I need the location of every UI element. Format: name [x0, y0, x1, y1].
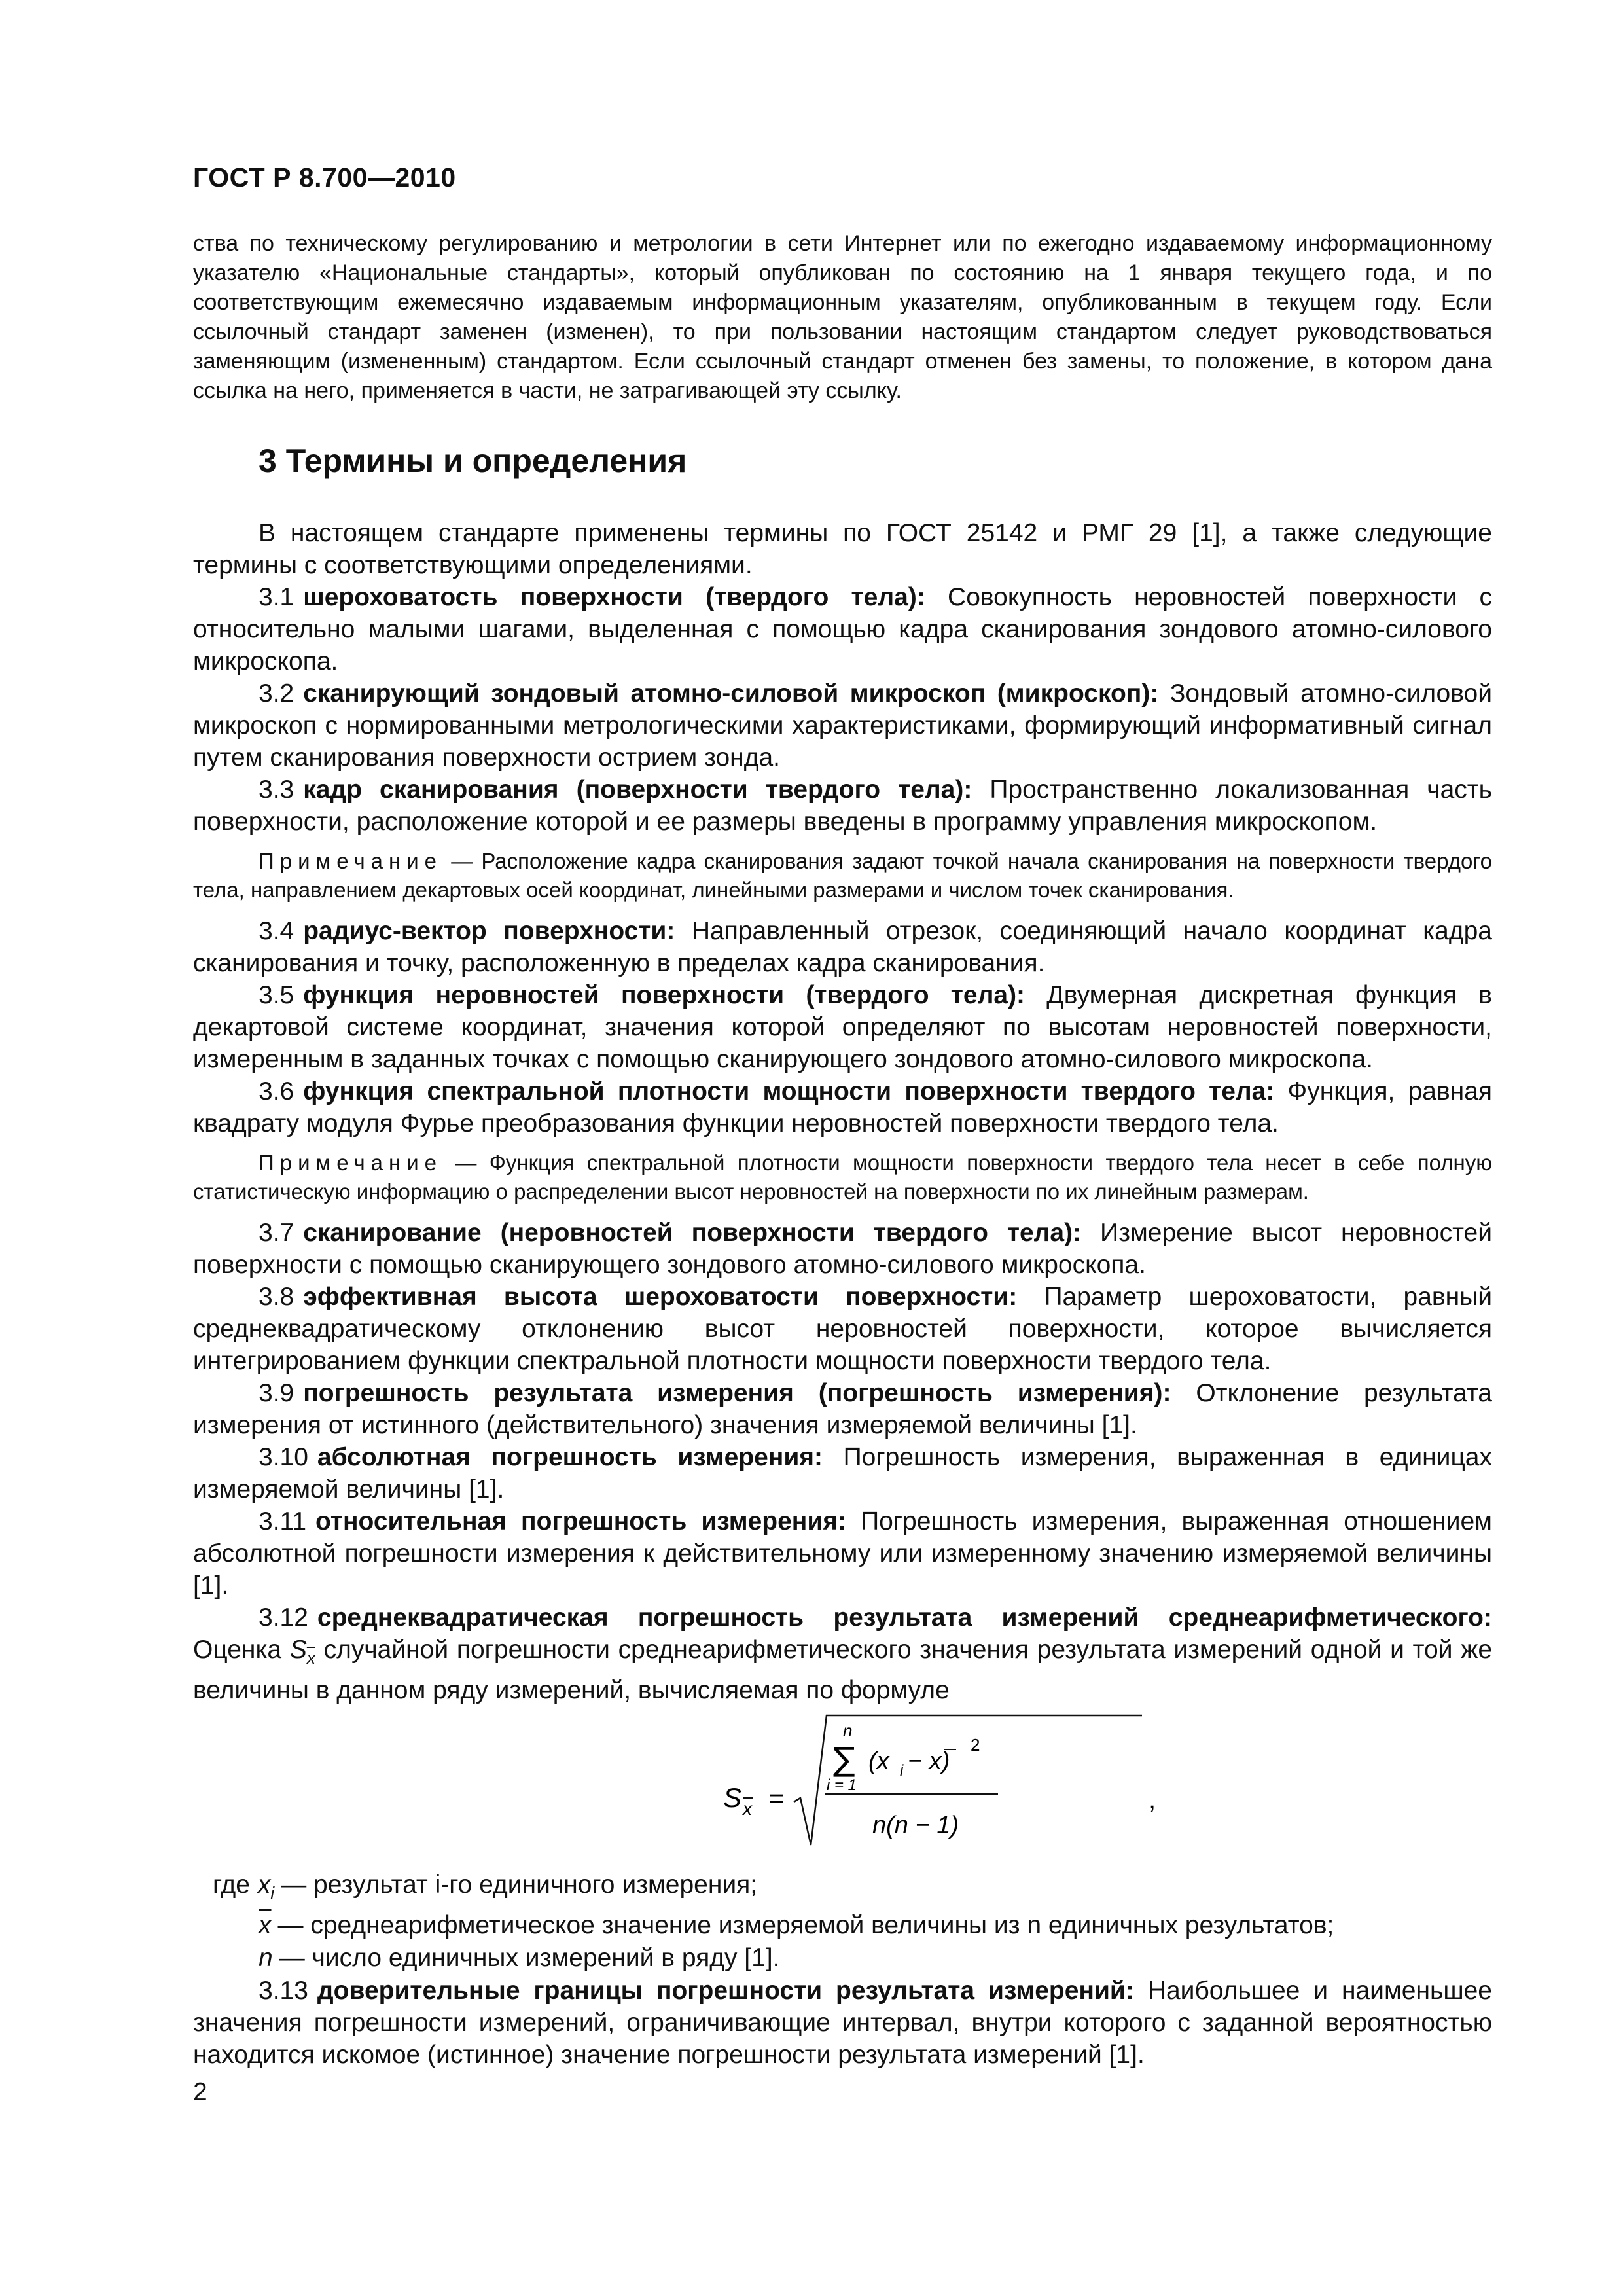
term-definition: Измерение высот неровностей поверхности с помощью сканирующего зондового атомно-силового микроскопа.	[193, 1219, 1492, 1279]
term-definition: Наибольшее и наименьшее значения погрешности измерений, ограничивающие интервал, внутри которого с заданной вероятностью находится искомое (истинное) значение погрешности результата измерений [1].	[193, 1976, 1492, 2069]
where-symbol: n	[259, 1943, 273, 1972]
note-label: Примечание	[259, 849, 443, 873]
term-definition: Совокупность неровностей поверхности с относительно малыми шагами, выделенная с помощью кадра сканирования зондового атомно-силового микроскопа.	[193, 583, 1492, 675]
where-row	[193, 1909, 1492, 1942]
term-number: 3.11	[259, 1507, 307, 1535]
term-number: 3.10	[259, 1443, 308, 1471]
term-3-12	[193, 1602, 1492, 1706]
term-3-1	[193, 581, 1492, 677]
formula-sum-lower: i = 1	[827, 1776, 857, 1794]
term-name: сканирующий зондовый атомно-силовой микроскоп (микроскоп):	[303, 679, 1159, 708]
formula-exponent: 2	[971, 1734, 980, 1755]
term-number: 3.9	[259, 1379, 294, 1407]
term-number: 3.2	[259, 679, 294, 708]
term-3-2	[193, 677, 1492, 774]
term-3-10	[193, 1441, 1492, 1505]
formula-block	[193, 1710, 1492, 1867]
term-name: эффективная высота шероховатости поверхности:	[303, 1283, 1018, 1311]
where-text: — результат i-го единичного измерения;	[281, 1870, 758, 1899]
term-3-7	[193, 1217, 1492, 1281]
term-number: 3.1	[259, 583, 294, 611]
intro-paragraph	[193, 229, 1492, 406]
term-name: среднеквадратическая погрешность результата измерений среднеарифметического:	[317, 1604, 1492, 1632]
term-definition: Направленный отрезок, соединяющий начало координат кадра сканирования и точку, расположенную в пределах кадра сканирования.	[193, 917, 1492, 977]
term-3-9	[193, 1377, 1492, 1441]
formula-svg	[723, 1710, 1181, 1867]
term-definition: случайной погрешности среднеарифметического значения результата измерений одной и той же величины в данном ряду измерений, вычисляемая по формуле	[193, 1636, 1493, 1704]
term-3-11	[193, 1505, 1492, 1602]
note-text: — Расположение кадра сканирования задают точкой начала сканирования на поверхности твердого тела, направлением декартовых осей координат, линейными размерами и числом точек сканирования.	[193, 849, 1492, 902]
section-body	[193, 517, 1492, 2071]
where-symbol: $\overline{x}$	[259, 1910, 272, 1939]
term-number: 3.12	[259, 1604, 308, 1632]
term-definition: Пространственно локализованная часть поверхности, расположение которой и ее размеры введены в программу управления микроскопом.	[193, 776, 1492, 836]
term-number: 3.6	[259, 1077, 294, 1105]
where-row	[193, 1942, 1492, 1975]
formula-numerator: (x	[868, 1747, 889, 1775]
term-name: функция неровностей поверхности (твердого тела):	[303, 981, 1026, 1009]
where-symbol-sub: i	[270, 1882, 275, 1903]
term-definition: Погрешность измерения, выраженная в единицах измеряемой величины [1].	[193, 1443, 1492, 1503]
where-text: — среднеарифметическое значение измеряемой величины из n единичных результатов;	[277, 1910, 1334, 1939]
term-number: 3.8	[259, 1283, 294, 1311]
intro-text: ства по техническому регулированию и метрологии в сети Интернет или по ежегодно издаваемому информационному указателю «Национальные стандарты», который опубликован по состоянию на 1 января текущего года, и по соответствующим ежемесячно издаваемым информационным указателям, опубликованным в текущем году. Если ссылочный стандарт заменен (изменен), то при пользовании настоящим стандартом следует руководствоваться заменяющим (измененным) стандартом. Если ссылочный стандарт отменен без замены, то положение, в котором дана ссылка на него, применяется в части, не затрагивающей эту ссылку.	[193, 231, 1492, 403]
note-label: Примечание	[259, 1151, 443, 1175]
where-lead: где	[213, 1870, 250, 1899]
term-number: 3.13	[259, 1976, 308, 2005]
where-row	[193, 1869, 1492, 1909]
symbol-s-xbar	[289, 1636, 315, 1668]
term-3-6	[193, 1075, 1492, 1139]
formula-lhs: S	[723, 1782, 742, 1813]
term-definition: Отклонение результата измерения от истинного (действительного) значения измеряемой величины [1].	[193, 1379, 1492, 1439]
term-name: шероховатость поверхности (твердого тела):	[303, 583, 925, 611]
term-number: 3.5	[259, 981, 294, 1009]
term-definition-start: Оценка	[193, 1636, 282, 1664]
term-definition: Параметр шероховатости, равный среднеквадратическому отклонению высот неровностей поверхности, которое вычисляется интегрированием функции спектральной плотности мощности поверхности твердого тела.	[193, 1283, 1492, 1375]
section-title: 3 Термины и определения	[259, 442, 687, 479]
note-text: — Функция спектральной плотности мощности поверхности твердого тела несет в себе полную статистическую информацию о распределении высот неровностей на поверхности по их линейным размерам.	[193, 1151, 1493, 1204]
term-name: радиус-вектор поверхности:	[303, 917, 675, 945]
term-name: функция спектральной плотности мощности поверхности твердого тела:	[303, 1077, 1275, 1105]
formula-trailing-comma: ,	[1149, 1785, 1156, 1814]
formula-lhs-sub: x	[743, 1798, 752, 1819]
term-3-13	[193, 1975, 1492, 2071]
sigma-icon: ∑	[833, 1740, 855, 1778]
term-name: кадр сканирования (поверхности твердого тела):	[303, 776, 972, 804]
formula-sum-upper: n	[843, 1720, 853, 1740]
formula-equals: =	[769, 1784, 785, 1813]
term-definition: Функция, равная квадрату модуля Фурье преобразования функции неровностей поверхности твердого тела.	[193, 1077, 1493, 1138]
where-symbol-char: x	[257, 1870, 271, 1899]
term-name: погрешность результата измерения (погрешность измерения):	[303, 1379, 1171, 1407]
lead-paragraph: В настоящем стандарте применены термины по ГОСТ 25142 и РМГ 29 [1], а также следующие термины с соответствующими определениями.	[193, 519, 1492, 579]
where-symbol	[258, 1869, 274, 1909]
document-header: ГОСТ Р 8.700—2010	[193, 162, 456, 192]
term-definition: Зондовый атомно-силовой микроскоп с нормированными метрологическими характеристиками, формирующий информативный сигнал путем сканирования поверхности острием зонда.	[193, 679, 1492, 772]
term-definition: Погрешность измерения, выраженная отношением абсолютной погрешности измерения к действительному или измеренному значению измеряемой величины [1].	[193, 1507, 1492, 1600]
term-3-5	[193, 979, 1492, 1075]
term-definition: Двумерная дискретная функция в декартовой системе координат, значения которой определяют по высотам неровностей поверхности, измеренным в заданных точках с помощью сканирующего зондового атомно-силового микроскопа.	[193, 981, 1492, 1073]
term-number: 3.3	[259, 776, 294, 804]
where-block	[193, 1869, 1492, 1975]
formula-numerator-sub: i	[900, 1761, 904, 1780]
term-3-4	[193, 915, 1492, 979]
term-3-3	[193, 774, 1492, 838]
term-name: сканирование (неровностей поверхности твердого тела):	[303, 1219, 1082, 1247]
term-3-8	[193, 1281, 1492, 1377]
term-number: 3.7	[259, 1219, 294, 1247]
term-number: 3.4	[259, 917, 294, 945]
symbol-xbar-sub: x	[306, 1647, 315, 1668]
term-name: доверительные границы погрешности результата измерений:	[317, 1976, 1134, 2005]
term-name: относительная погрешность измерения:	[315, 1507, 847, 1535]
page-number: 2	[193, 2078, 207, 2106]
note-2	[193, 1149, 1492, 1206]
symbol-s: S	[289, 1636, 307, 1664]
formula-numerator-rest: − x)	[908, 1747, 950, 1775]
note-1	[193, 847, 1492, 905]
where-text: — число единичных измерений в ряду [1].	[279, 1943, 780, 1972]
term-name: абсолютная погрешность измерения:	[317, 1443, 823, 1471]
formula-denominator: n(n − 1)	[872, 1811, 959, 1839]
